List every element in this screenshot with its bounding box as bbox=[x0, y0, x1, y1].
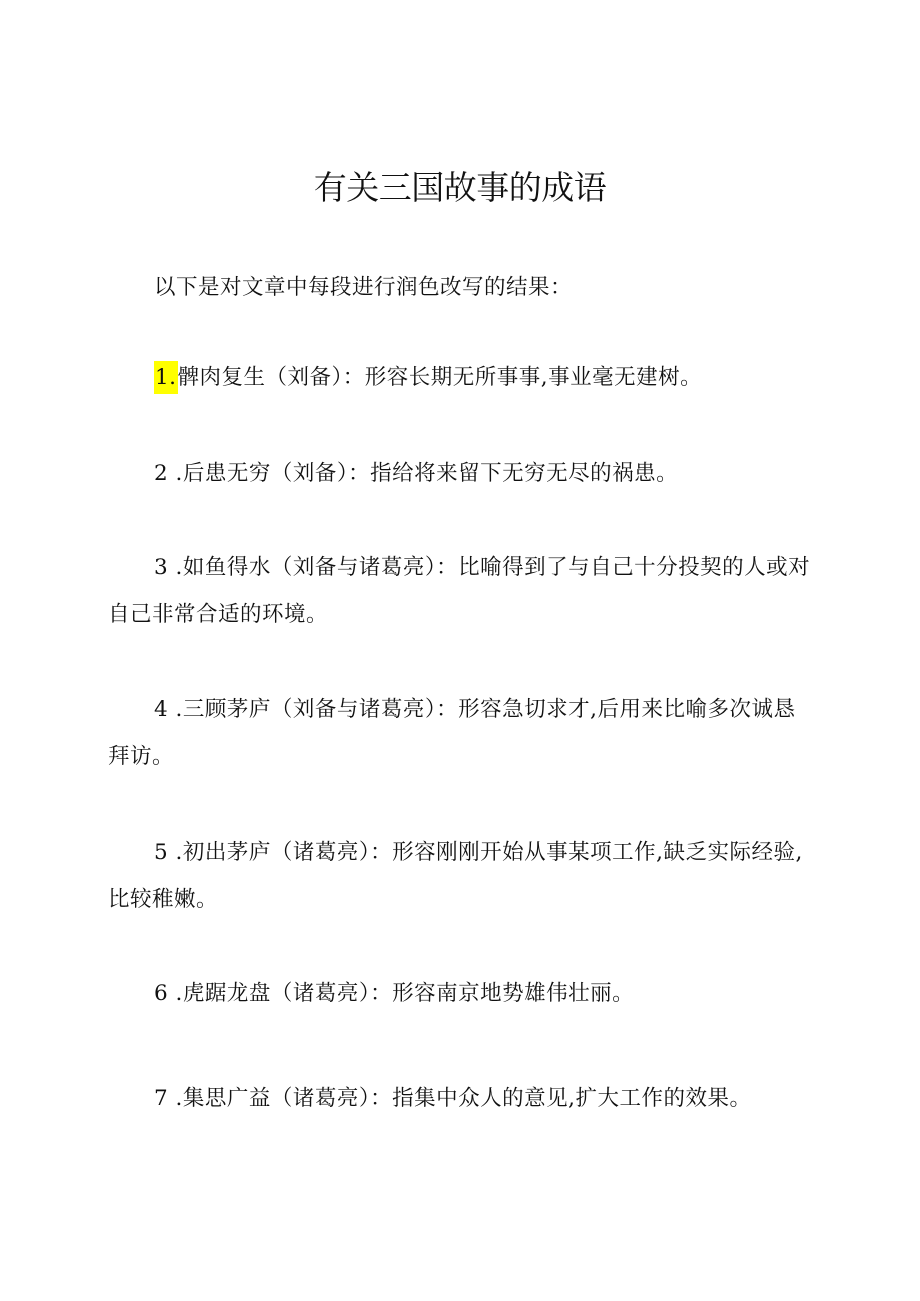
idiom-item-7 bbox=[108, 1075, 814, 1122]
item-number: 7 . bbox=[154, 1086, 183, 1111]
item-number-highlighted: 1. bbox=[154, 361, 178, 394]
idiom-item-2 bbox=[108, 450, 814, 497]
item-number: 6 . bbox=[154, 981, 183, 1006]
intro-paragraph: 以下是对文章中每段进行润色改写的结果： bbox=[154, 275, 573, 300]
idiom-item-3 bbox=[108, 544, 814, 638]
item-text: 虎踞龙盘（诸葛亮）：形容南京地势雄伟壮丽。 bbox=[182, 981, 635, 1006]
idiom-item-4 bbox=[108, 686, 814, 780]
item-number: 3 . bbox=[154, 555, 183, 580]
document-title: 有关三国故事的成语 bbox=[313, 168, 607, 207]
item-text: 后患无穷（刘备）：指给将来留下无穷无尽的祸患。 bbox=[182, 461, 679, 486]
item-text: 如鱼得水（刘备与诸葛亮）：比喻得到了与自己十分投契的人或对自己非常合适的环境。 bbox=[108, 555, 811, 627]
item-number: 5 . bbox=[154, 840, 183, 865]
item-number: 4 . bbox=[154, 697, 183, 722]
item-text: 初出茅庐（诸葛亮）：形容刚刚开始从事某项工作,缺乏实际经验,比较稚嫩。 bbox=[108, 840, 803, 912]
item-text: 三顾茅庐（刘备与诸葛亮）：形容急切求才,后用来比喻多次诚恳拜访。 bbox=[108, 697, 796, 769]
item-number: 2 . bbox=[154, 461, 183, 486]
idiom-item-5 bbox=[108, 829, 814, 923]
idiom-item-6 bbox=[108, 970, 814, 1017]
item-text: 髀肉复生（刘备）：形容长期无所事事,事业毫无建树。 bbox=[177, 365, 703, 390]
idiom-item-1 bbox=[108, 354, 814, 401]
item-text: 集思广益（诸葛亮）：指集中众人的意见,扩大工作的效果。 bbox=[182, 1086, 752, 1111]
